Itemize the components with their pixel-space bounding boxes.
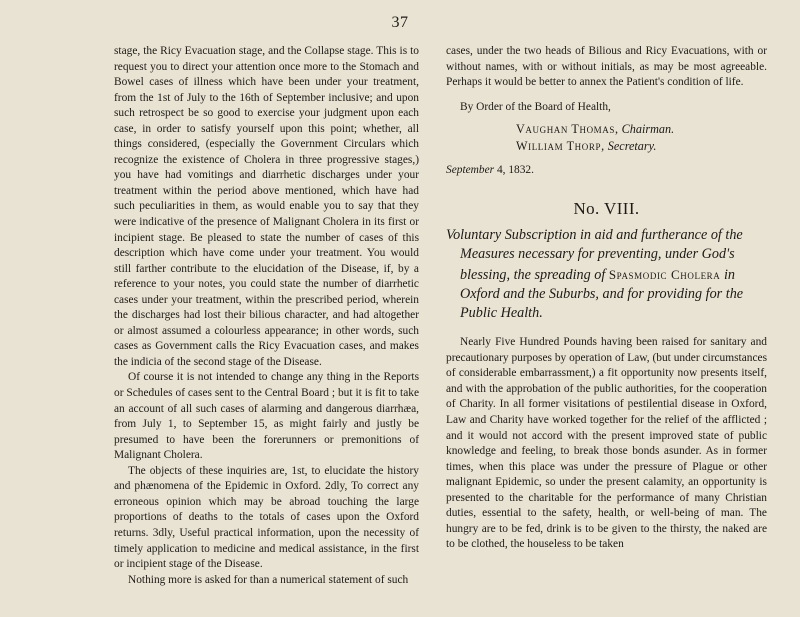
date-month: September bbox=[446, 164, 495, 177]
date-line bbox=[446, 163, 767, 179]
section-heading: No. VIII. bbox=[573, 198, 640, 218]
signatory-name: Vaughan Thomas, bbox=[516, 122, 619, 137]
left-column bbox=[114, 44, 419, 588]
subtitle-smallcaps: Spasmodic Cholera bbox=[608, 266, 721, 282]
left-paragraph-1: stage, the Ricy Evacuation stage, and the Collapse stage. This is to request you to direct your attention once more to the Stomach and Bowel cases of illness which have been under your treatment, from the 1st of July to the 16th of September inclusive; and upon such retrospect be so good to exercise your judgment upon each case, in order to satisfy yourself upon this point; whether, all things considered, (especially the Government Circulars which recognize the existence of Cholera in three progressive stages,) you have had vomitings and diarrhetic discharges under your treatment within the period above mentioned, which have had such peculiarities in them, as would enable you to say that they were indicative of the presence of Malignant Cholera in its first or incipient stage. Be pleased to state the number of cases of this description which have come under your treatment. You would still farther contribute to the elucidation of the Disease, if, by a reference to your notes, you could state the number of diarrhetic cases under your treatment, within the prescribed period, wherein the discharges had lost their bilious character, and had altogether or almost assumed a colourless appearance; in other words, such cases as Government calls the Ricy Evacuation cases, and makes the indicia of the second stage of the Disease. bbox=[114, 45, 419, 368]
signatory-role: Chairman. bbox=[621, 122, 675, 137]
subtitle-after: in Oxford and the Suburbs, and for providing for the Public Health. bbox=[460, 266, 744, 322]
signature-secretary bbox=[516, 138, 767, 155]
subtitle-before: Voluntary Subscription in aid and furtherance of the Measures necessary for preventing, under God's blessing, the spreading of bbox=[446, 227, 743, 283]
date-rest: 4, 1832. bbox=[496, 164, 534, 177]
signatory-name: William Thorp, bbox=[516, 139, 605, 154]
signature-chairman bbox=[516, 121, 767, 138]
right-opening-paragraph: cases, under the two heads of Bilious and Ricy Evacuations, with or without names, with or without initials, as may be most agreeable. Perhaps it would be better to annex the Patient's condition of life. bbox=[446, 45, 767, 89]
signatory-role: Secretary. bbox=[607, 139, 657, 154]
left-paragraph-3: The objects of these inquiries are, 1st, to elucidate the history and phænomena of the Epidemic in Oxford. 2dly, To correct any erroneous opinion which may be abroad touching the large proportions of deaths to the totals of cases upon the Oxford returns. 3dly, Useful practical information, upon the necessity of timely application to medicine and medical assistance, in the first or incipient stage of the Disease. bbox=[114, 464, 419, 571]
signature-block bbox=[446, 121, 767, 155]
section-subtitle bbox=[446, 226, 767, 323]
page-number: 37 bbox=[391, 14, 409, 31]
right-column bbox=[446, 44, 767, 553]
left-paragraph-4: Nothing more is asked for than a numerical statement of such bbox=[128, 573, 409, 586]
left-paragraph-2: Of course it is not intended to change any thing in the Reports or Schedules of cases sent to the Central Board ; but it is fit to take an account of all such cases of alarming and dangerous diarrhæa, from July 1, to September 15, as might fairly and justly be presumed to have been the forerunners or premonitions of Malignant Cholera. bbox=[114, 371, 419, 462]
order-line: By Order of the Board of Health, bbox=[460, 100, 611, 113]
right-body-paragraph: Nearly Five Hundred Pounds having been raised for sanitary and precautionary purposes by operation of Law, (but under circumstances of considerable embarrassment,) a fit opportunity now presents itself, and with the approbation of the public authorities, for the cooperation of Charity. In all former visitations of pestilential disease in Oxford, Law and Charity have worked together for the relief of the afflicted ; and it would not accord with the present improved state of public knowledge and feeling, to break those bonds asunder. As in former times, when this place was under the pressure of Plague or other malignant Epidemic, so under the present calamity, an opportunity is presented to the charitable for the performance of many Christian duties, essential to the safety, health, or well-being of man. The hungry are to be fed, drink is to be given to the thirsty, the naked are to be clothed, the houseless to be taken bbox=[446, 336, 767, 551]
